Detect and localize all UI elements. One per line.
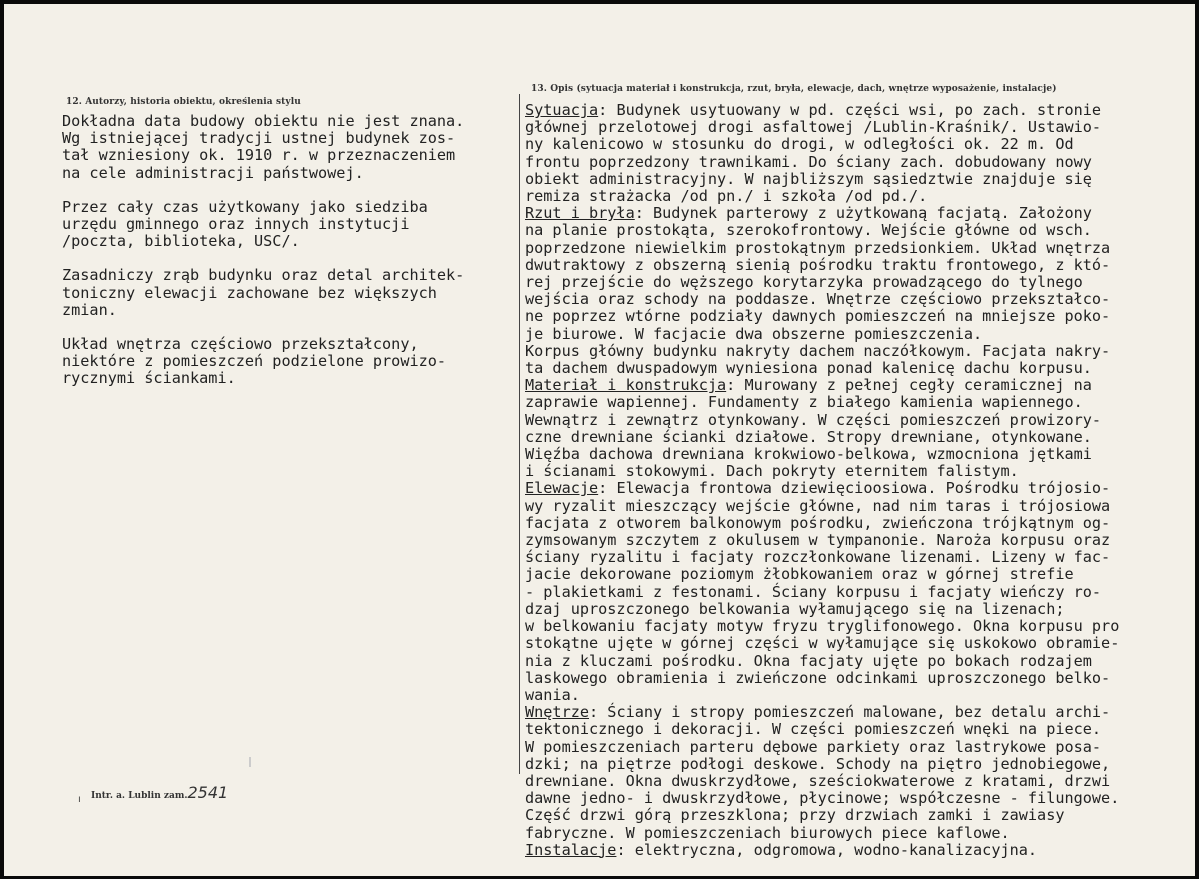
history-paragraph: Dokładna data budowy obiektu nie jest znana. Wg istniejącej tradycji ustnej budynek zos- tał wzniesiony ok. 1910 r. w przeznaczeniem na cele administracji państwowej.: [62, 112, 465, 182]
section-label: Materiał i konstrukcja: [525, 376, 727, 395]
section-text: : Elewacja frontowa dziewięcioosiowa. Pośrodku trójosio- wy ryzalit mieszczący wejście główne, nad nim taras i trójosiowa facjata z otworem balkonowym pośrodku, zwieńczona trójkątnym og- zymsowanym szczytem z okulusem w tympanonie. Naroża korpusu oraz ściany ryzalitu i facjaty rozczłonkowane lizenami. Lizeny w fac- jacie dekorowane poziomym żłobkowaniem oraz w górnej strefie - plakietkami z festonami. Ściany korpusu i facjaty wieńczy ro- dzaj uproszczonego belkowania wyłamującego się na lizenach; w belkowaniu facjaty motyw fryzu tryglifonowego. Okna korpusu pro stokątne ujęte w górnej części w wyłamujące się uskokowo obramie- nia z kluczami pośrodku. Okna facjaty ujęte po bokach rodzajem laskowego obramienia i zwieńczone odcinkami uproszczonego belko- wania.: [525, 479, 1120, 704]
history-paragraph: Przez cały czas użytkowany jako siedziba urzędu gminnego oraz innych instytucji /poczta, biblioteka, USC/.: [62, 197, 428, 251]
section-label: Instalacje: [525, 840, 617, 859]
faint-mark: [249, 757, 251, 767]
description-column: [525, 102, 1193, 859]
section-situation: [525, 102, 1193, 205]
section-text: : Murowany z pełnej cegły ceramicznej na zaprawie wapiennej. Fundamenty z białego kamienia wapiennego. Wewnątrz i zewnątrz otynkowany. W części pomieszczeń prowizory- czne drewniane ścianki działowe. Stropy drewniane, otynkowane. Więźba dachowa drewniana krokwiowo-belkowa, wzmocniona jętkami i ścianami stokowymi. Dach pokryty eternitem falistym.: [525, 376, 1102, 481]
inventory-stamp: [91, 783, 228, 802]
section-elevations: [525, 480, 1193, 704]
section-text: : Budynek usytuowany w pd. części wsi, po zach. stronie głównej przelotowej drogi asfaltowej /Lublin-Kraśnik/. Ustawio- ny kalenicowo w stosunku do drogi, w odległości ok. 22 m. Od frontu poprzedzony trawnikami. Do ściany zach. dobudowany nowy obiekt administracyjny. W najbliższym sąsiedztwie znajduje się remiza strażacka /od pn./ i szkoła /od pd./.: [525, 101, 1102, 206]
left-section-header: 12. Autorzy, historia obiektu, określenia stylu: [66, 97, 301, 107]
document-sheet: [4, 4, 1195, 876]
history-paragraph: Układ wnętrza częściowo przekształcony, niektóre z pomieszczeń podzielone prowizo- rycznymi ściankami.: [62, 335, 447, 388]
section-text: : Ściany i stropy pomieszczeń malowane, bez detalu archi- tektonicznego i dekoracji. W części pomieszczeń wnęki na piece. W pomieszczeniach parteru dębowe parkiety oraz lastrykowe posa- dzki; na piętrze podłogi deskowe. Schody na piętro jednobiegowe, drewniane. Okna dwuskrzydłowe, sześciokwaterowe z kratami, drzwi dawne jedno- i dwuskrzydłowe, płycinowe; współczesne - filungowe. Część drzwi górą przeszklona; przy drzwiach zamki i zawiasy fabryczne. W pomieszczeniach biurowych piece kaflowe.: [525, 703, 1120, 842]
inventory-number: 2541: [187, 783, 229, 802]
section-label: Rzut i bryła: [525, 204, 635, 223]
section-text: : elektryczna, odgromowa, wodno-kanalizacyjna.: [616, 840, 1038, 859]
margin-tick: ı: [78, 794, 81, 805]
section-text: : Budynek parterowy z użytkowaną facjatą. Założony na planie prostokąta, szerokofrontowy. Wejście główne od wsch. poprzedzone niewielkim prostokątnym przedsionkiem. Układ wnętrza dwutraktowy z obszerną sienią pośrodku traktu frontowego, z któ- rej przejście do węższego korytarzyka prowadzącego do tylnego wejścia oraz schody na poddasze. Wnętrze częściowo przekształco- ne poprzez wtórne podziały dawnych pomieszczeń na mniejsze poko- je biurowe. W facjacie dwa obszerne pomieszczenia. Korpus główny budynku nakryty dachem naczółkowym. Facjata nakry- ta dachem dwuspadowym wyniesiona ponad kalenicę dachu korpusu.: [525, 204, 1111, 378]
history-column: [62, 113, 508, 405]
section-label: Wnętrze: [525, 703, 590, 722]
section-plan-and-mass: [525, 205, 1193, 377]
history-paragraph: Zasadniczy zrąb budynku oraz detal architek- toniczny elewacji zachowane bez większych zmian.: [62, 266, 465, 319]
section-label: Sytuacja: [525, 101, 599, 119]
section-material: [525, 377, 1193, 480]
section-interior: [525, 704, 1193, 842]
inventory-label: Intr. a. Lublin zam.: [91, 791, 188, 801]
column-divider: [519, 94, 520, 774]
right-section-header: 13. Opis (sytuacja materiał i konstrukcja, rzut, bryła, elewacje, dach, wnętrze wyposażenie, instalacje): [531, 84, 1057, 94]
section-installations: [525, 842, 1193, 859]
section-label: Elewacje: [525, 479, 599, 498]
